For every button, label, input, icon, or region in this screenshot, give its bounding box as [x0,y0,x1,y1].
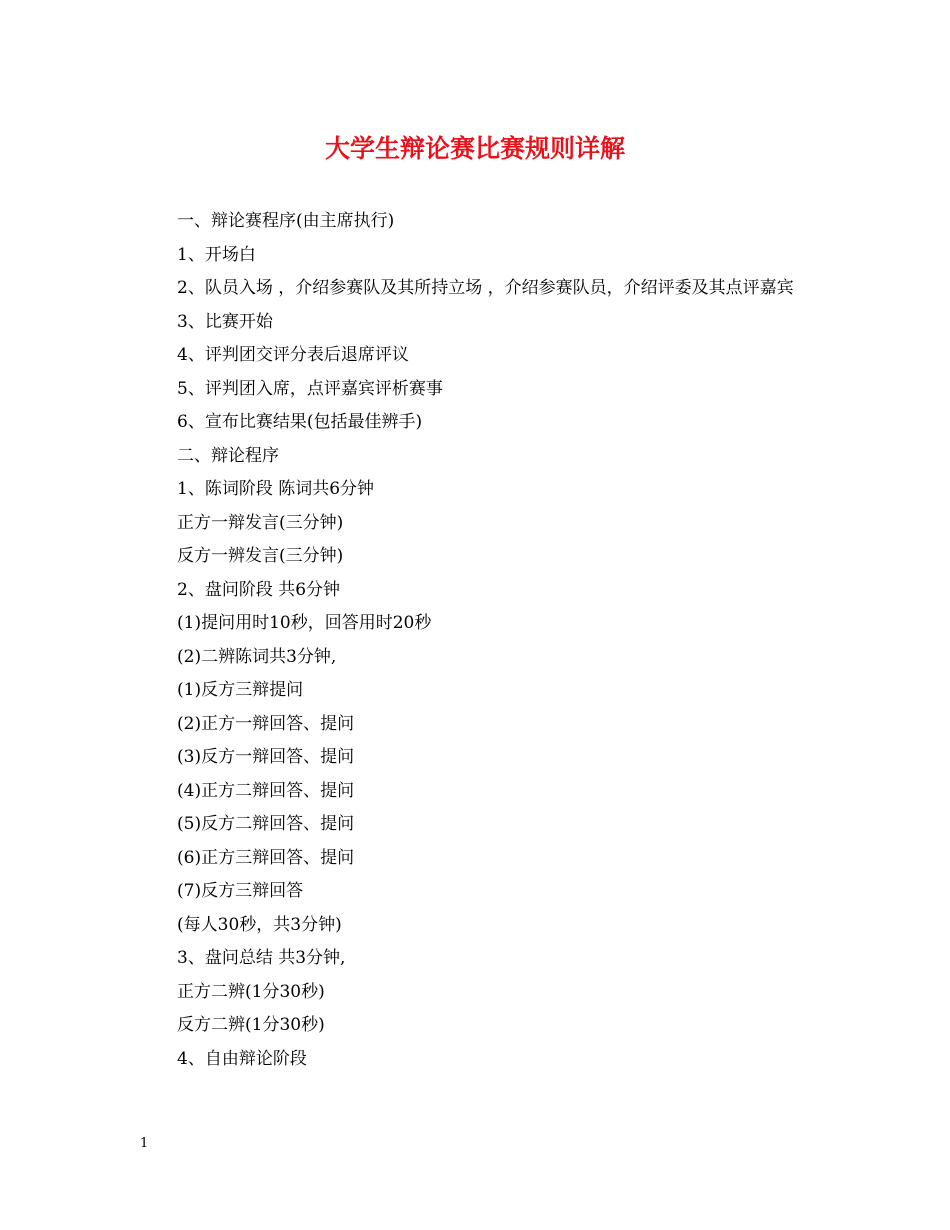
paragraph: (6)正方三辩回答、提问 [177,847,355,868]
paragraph: 一、辩论赛程序(由主席执行) [177,211,395,231]
paragraph: 正方一辩发言(三分钟) [177,512,344,533]
paragraph: (4)正方二辩回答、提问 [177,780,355,801]
paragraph: (2)正方一辩回答、提问 [177,713,355,734]
paragraph: 2、队员入场 ，介绍参赛队及其所持立场 ，介绍参赛队员，介绍评委及其点评嘉宾 [177,278,794,298]
paragraph: 反方一辨发言(三分钟) [177,546,344,566]
document-title: 大学生辩论赛比赛规则详解 [324,134,625,163]
paragraph: (2)二辨陈词共3分钟, [177,646,337,667]
paragraph: (1)提问用时10秒，回答用时20秒 [177,613,432,633]
paragraph: 3、盘问总结 共3分钟, [177,948,346,968]
page-number: 1 [140,1136,149,1151]
paragraph: (1)反方三辩提问 [177,680,304,700]
paragraph: 4、自由辩论阶段 [177,1048,307,1069]
paragraph: 正方二辨(1分30秒) [177,981,325,1002]
document-body [142,205,822,1076]
paragraph: 2、盘问阶段 共6分钟 [177,579,341,600]
paragraph: 5、评判团入席，点评嘉宾评析赛事 [177,378,443,399]
paragraph: (3)反方一辩回答、提问 [177,747,355,767]
paragraph: 3、比赛开始 [177,311,273,332]
paragraph: 反方二辨(1分30秒) [177,1015,325,1035]
paragraph: 1、陈词阶段 陈词共6分钟 [177,479,375,499]
paragraph: 6、宣布比赛结果(包括最佳辨手) [177,412,423,432]
paragraph: (7)反方三辩回答 [177,881,304,901]
paragraph: 二、辩论程序 [177,445,279,466]
paragraph: (每人30秒，共3分钟) [177,914,342,935]
paragraph: 4、评判团交评分表后退席评议 [177,345,409,365]
paragraph: (5)反方二辩回答、提问 [177,814,355,834]
paragraph: 1、开场白 [177,244,256,265]
